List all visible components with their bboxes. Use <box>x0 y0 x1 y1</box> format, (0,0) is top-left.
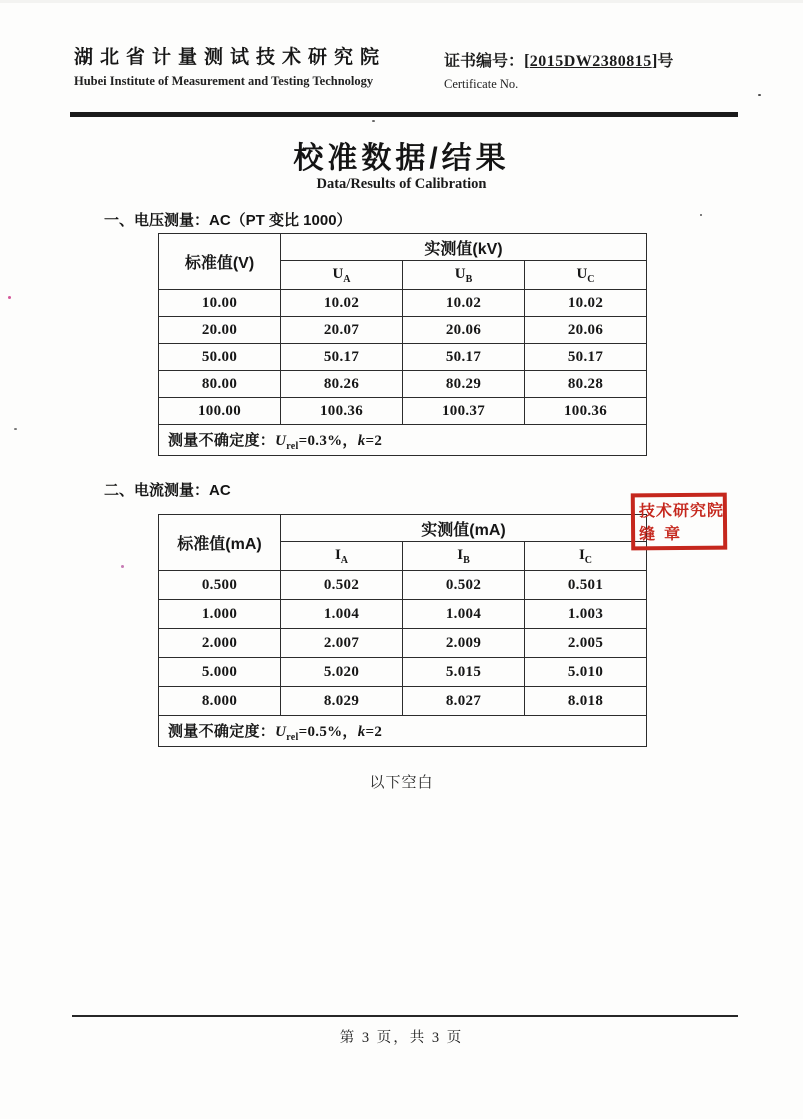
measured-value-cell: 0.502 <box>403 571 525 600</box>
measured-value-cell: 1.003 <box>525 600 647 629</box>
standard-value-header: 标准值(mA) <box>159 515 281 571</box>
measured-value-cell: 80.26 <box>281 371 403 398</box>
certificate-number-block <box>444 48 673 92</box>
document-title-en: Data/Results of Calibration <box>316 176 487 192</box>
measured-value-cell: 50.17 <box>525 344 647 371</box>
page-number: 第 3 页，共 3 页 <box>339 1030 464 1046</box>
phase-subscript: A <box>340 554 349 566</box>
bracket-close: ] <box>651 51 658 70</box>
phase-a-header <box>281 542 403 571</box>
measured-value-cell: 50.17 <box>403 344 525 371</box>
measured-value-cell: 1.004 <box>403 600 525 629</box>
phase-subscript: B <box>465 273 473 285</box>
stamp-text-line2: 缝章 <box>639 525 690 544</box>
scan-speck <box>758 94 761 96</box>
measured-value-cell: 5.010 <box>525 658 647 687</box>
standard-value-cell: 10.00 <box>159 290 281 317</box>
table-row <box>159 398 647 425</box>
phase-b-header <box>403 261 525 290</box>
standard-value-cell: 8.000 <box>159 687 281 716</box>
measured-value-header: 实测值(mA) <box>281 515 647 542</box>
uncertainty-row <box>159 425 647 456</box>
certificate-number-label: 证书编号： <box>444 53 525 70</box>
scan-speck <box>14 428 17 430</box>
standard-value-cell: 80.00 <box>159 371 281 398</box>
standard-value-cell: 100.00 <box>159 398 281 425</box>
footer-divider <box>72 1015 738 1017</box>
scan-speck <box>8 296 11 299</box>
uncertainty-symbol: U <box>275 432 287 449</box>
phase-symbol: U <box>332 265 344 282</box>
measured-value-cell: 80.28 <box>525 371 647 398</box>
standard-value-cell: 50.00 <box>159 344 281 371</box>
uncertainty-row <box>159 716 647 747</box>
uncertainty-value: =0.3%， <box>298 432 358 449</box>
measured-value-cell: 10.02 <box>281 290 403 317</box>
scan-speck <box>372 120 375 122</box>
phase-subscript: C <box>584 554 593 566</box>
measured-value-cell: 8.018 <box>525 687 647 716</box>
phase-c-header <box>525 261 647 290</box>
scan-speck <box>121 565 124 568</box>
document-title-cn: 校准数据/结果 <box>293 142 510 175</box>
table-header-row <box>159 515 647 542</box>
measured-value-cell: 8.027 <box>403 687 525 716</box>
phase-symbol: U <box>454 265 466 282</box>
measured-value-cell: 1.004 <box>281 600 403 629</box>
measured-value-cell: 50.17 <box>281 344 403 371</box>
phase-c-header <box>525 542 647 571</box>
standard-value-cell: 0.500 <box>159 571 281 600</box>
measured-value-cell: 100.37 <box>403 398 525 425</box>
certificate-number-line <box>444 48 673 71</box>
coverage-factor-value: =2 <box>365 723 383 740</box>
phase-subscript: B <box>463 554 470 566</box>
uncertainty-subscript: rel <box>286 440 299 452</box>
measured-value-cell: 20.07 <box>281 317 403 344</box>
phase-symbol: I <box>457 546 464 563</box>
phase-symbol: I <box>578 546 585 563</box>
measured-value-cell: 10.02 <box>403 290 525 317</box>
scan-edge <box>0 0 803 3</box>
coverage-factor-symbol: k <box>357 432 366 449</box>
table-row <box>159 344 647 371</box>
certificate-number-suffix: 号 <box>657 53 674 70</box>
measured-value-cell: 0.502 <box>281 571 403 600</box>
uncertainty-label: 测量不确定度： <box>168 722 276 740</box>
certificate-number-value: 2015DW2380815 <box>529 53 652 70</box>
table-row <box>159 371 647 398</box>
table-row <box>159 687 647 716</box>
table-row <box>159 290 647 317</box>
uncertainty-label: 测量不确定度： <box>168 431 276 449</box>
blank-below-note: 以下空白 <box>369 774 434 791</box>
uncertainty-statement <box>159 716 647 747</box>
current-section-heading: 二、电流测量：AC <box>104 482 231 499</box>
red-seal-stamp <box>631 493 727 551</box>
measured-value-cell: 0.501 <box>525 571 647 600</box>
measured-value-cell: 5.020 <box>281 658 403 687</box>
measured-value-cell: 2.007 <box>281 629 403 658</box>
measured-value-cell: 8.029 <box>281 687 403 716</box>
standard-value-cell: 20.00 <box>159 317 281 344</box>
voltage-section-heading: 一、电压测量：AC（PT 变比 1000） <box>104 212 352 229</box>
current-table <box>158 514 647 747</box>
header-divider <box>70 112 738 117</box>
table-row <box>159 317 647 344</box>
measured-value-cell: 2.005 <box>525 629 647 658</box>
measured-value-cell: 10.02 <box>525 290 647 317</box>
scan-speck <box>700 214 702 216</box>
uncertainty-statement <box>159 425 647 456</box>
bracket-open: [ <box>524 51 530 70</box>
measured-value-cell: 20.06 <box>525 317 647 344</box>
measured-value-cell: 2.009 <box>403 629 525 658</box>
certificate-number-label-en: Certificate No. <box>444 77 519 91</box>
measured-value-cell: 5.015 <box>403 658 525 687</box>
phase-subscript: C <box>587 273 595 285</box>
phase-symbol: U <box>576 265 588 282</box>
stamp-text-line1: 技术研究院 <box>638 502 725 521</box>
measured-value-header: 实测值(kV) <box>281 234 647 261</box>
phase-a-header <box>281 261 403 290</box>
measured-value-cell: 80.29 <box>403 371 525 398</box>
standard-value-header: 标准值(V) <box>159 234 281 290</box>
uncertainty-subscript: rel <box>286 731 299 743</box>
uncertainty-symbol: U <box>275 723 287 740</box>
coverage-factor-symbol: k <box>357 723 366 740</box>
phase-subscript: A <box>343 273 351 285</box>
measured-value-cell: 100.36 <box>525 398 647 425</box>
phase-b-header <box>403 542 525 571</box>
measured-value-cell: 100.36 <box>281 398 403 425</box>
uncertainty-value: =0.5%， <box>298 723 358 740</box>
table-row <box>159 571 647 600</box>
standard-value-cell: 2.000 <box>159 629 281 658</box>
issuer-name-en: Hubei Institute of Measurement and Testing Technology <box>74 74 374 88</box>
table-row <box>159 600 647 629</box>
measured-value-cell: 20.06 <box>403 317 525 344</box>
coverage-factor-value: =2 <box>365 432 383 449</box>
standard-value-cell: 1.000 <box>159 600 281 629</box>
phase-symbol: I <box>334 546 341 563</box>
standard-value-cell: 5.000 <box>159 658 281 687</box>
table-row <box>159 658 647 687</box>
issuer-name-cn: 湖北省计量测试技术研究院 <box>74 47 387 68</box>
voltage-table <box>158 233 647 456</box>
issuer-header <box>74 42 386 89</box>
table-row <box>159 629 647 658</box>
table-header-row <box>159 234 647 261</box>
